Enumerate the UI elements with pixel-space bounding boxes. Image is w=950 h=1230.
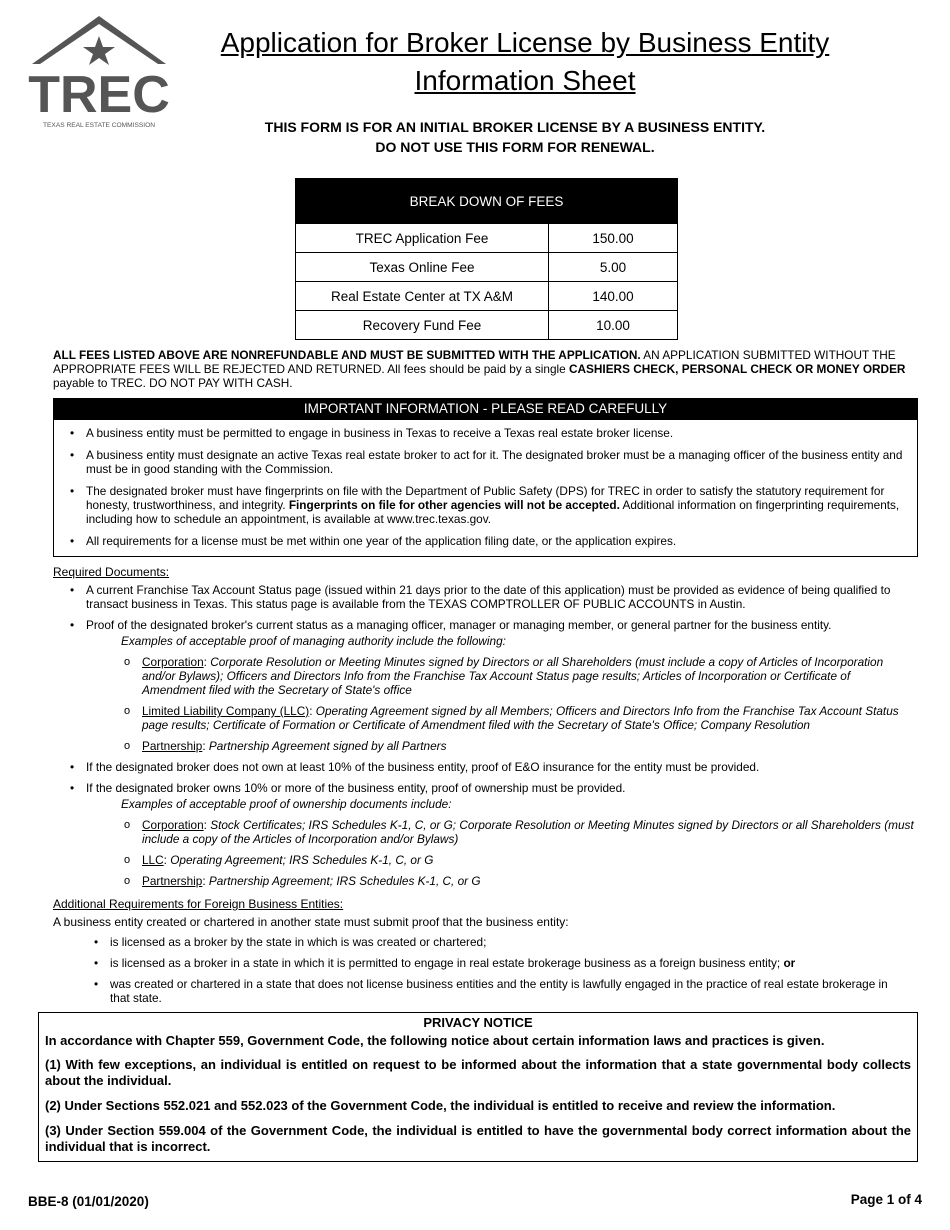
examples-label: Examples of acceptable proof of ownership documents include: (121, 797, 452, 811)
list-item: • is licensed as a broker in a state in which it is permitted to engage in real estate brokerage business as a foreign business entity; or (110, 956, 900, 970)
table-row: Recovery Fund Fee 10.00 (296, 311, 678, 340)
trec-logo (28, 14, 170, 132)
page-number: Page 1 of 4 (850, 1192, 922, 1207)
form-id: BBE-8 (01/01/2020) (28, 1194, 149, 1209)
table-row: TREC Application Fee 150.00 (296, 224, 678, 253)
fee-table (295, 178, 678, 340)
list-item: • is licensed as a broker by the state in which is was created or chartered; (110, 935, 900, 949)
privacy-heading: PRIVACY NOTICE (423, 1015, 533, 1030)
additional-requirements-heading: Additional Requirements for Foreign Business Entities: (53, 897, 344, 911)
privacy-paragraph: (1) With few exceptions, an individual is entitled on request to be informed about the information that a state governmental body collects about the individual. (45, 1057, 911, 1088)
list-item: o Corporation: Corporate Resolution or Meeting Minutes signed by Directors or all Shareholders (must include a copy of Articles of Incorporation and/or Bylaws); Officers and Directors Info from the Franchise Tax Account Status page results; Articles of Incorporation or Certificate of Amendment filed with the Secretary of State's office (142, 655, 916, 697)
table-row: Real Estate Center at TX A&M 140.00 (296, 282, 678, 311)
list-item: • All requirements for a license must be met within one year of the application filing date, or the application expires. (86, 534, 916, 548)
logo-text: TREC (28, 66, 170, 124)
privacy-paragraph: In accordance with Chapter 559, Government Code, the following notice about certain information laws and practices is given. (45, 1033, 825, 1048)
list-item: • A business entity must be permitted to engage in business in Texas to receive a Texas real estate broker license. (86, 426, 916, 440)
additional-requirements-intro: A business entity created or chartered in another state must submit proof that the business entity: (53, 915, 569, 929)
privacy-paragraph: (3) Under Section 559.004 of the Government Code, the individual is entitled to have the governmental body correct information about the individual that is incorrect. (45, 1123, 911, 1154)
required-documents-list (86, 583, 916, 888)
privacy-paragraph: (2) Under Sections 552.021 and 552.023 of the Government Code, the individual is entitled to receive and review the information. (45, 1098, 836, 1113)
examples-label: Examples of acceptable proof of managing authority include the following: (121, 634, 506, 648)
list-item: • If the designated broker does not own at least 10% of the business entity, proof of E&O insurance for the entity must be provided. (86, 760, 916, 774)
fee-table-header: BREAK DOWN OF FEES (296, 179, 678, 224)
list-item: o Limited Liability Company (LLC): Operating Agreement signed by all Members; Officers and Directors Info from the Franchise Tax Account Status page results; Certificate of Formation or Certificate of Amendment filed with the Secretary of State's Office; Company Resolution (142, 704, 916, 732)
form-notice: THIS FORM IS FOR AN INITIAL BROKER LICENSE BY A BUSINESS ENTITY. DO NOT USE THIS FORM FOR RENEWAL. (264, 119, 766, 155)
additional-requirements-list (110, 935, 900, 1012)
list-item: • If the designated broker owns 10% or more of the business entity, proof of ownership must be provided. (86, 781, 916, 795)
list-item: • Proof of the designated broker's current status as a managing officer, manager or managing member, or general partner for the business entity. (86, 618, 916, 632)
list-item: • A current Franchise Tax Account Status page (issued within 21 days prior to the date of this application) must be provided as evidence of being qualified to transact business in Texas. This status page is available from the TEXAS COMPTROLLER OF PUBLIC ACCOUNTS in Austin. (86, 583, 916, 611)
fee-instructions: ALL FEES LISTED ABOVE ARE NONREFUNDABLE AND MUST BE SUBMITTED WITH THE APPLICATION. AN APPLICATION SUBMITTED WITHOUT THE APPROPRIATE FEES WILL BE REJECTED AND RETURNED. All fees should be paid by a single CASHIERS CHECK, PERSONAL CHECK OR MONEY ORDER payable to TREC. DO NOT PAY WITH CASH. (53, 348, 906, 390)
important-info-list (86, 426, 916, 556)
list-item: o Partnership: Partnership Agreement signed by all Partners (142, 739, 916, 753)
logo-subtitle: TEXAS REAL ESTATE COMMISSION (43, 122, 155, 129)
list-item: o LLC: Operating Agreement; IRS Schedules K-1, C, or G (142, 853, 916, 867)
list-item: o Partnership: Partnership Agreement; IRS Schedules K-1, C, or G (142, 874, 916, 888)
list-item: • A business entity must designate an active Texas real estate broker to act for it. The designated broker must be a managing officer of the business entity and must be in good standing with the Commission. (86, 448, 916, 476)
list-item: o Corporation: Stock Certificates; IRS Schedules K-1, C, or G; Corporate Resolution or Meeting Minutes signed by Directors or all Shareholders (must include a copy of the Articles of Incorporation and/or Bylaws) (142, 818, 916, 846)
list-item: • was created or chartered in a state that does not license business entities and the entity is lawfully engaged in the practice of real estate brokerage in that state. (110, 977, 900, 1005)
page-title: Application for Broker License by Business Entity Information Sheet (220, 27, 830, 96)
table-row: Texas Online Fee 5.00 (296, 253, 678, 282)
list-item: • The designated broker must have fingerprints on file with the Department of Public Safety (DPS) for TREC in order to satisfy the statutory requirement for honesty, trustworthiness, and integrity. Fingerprints on file for other agencies will not be accepted. Additional information on fingerprinting requirements, including how to schedule an appointment, is available at www.trec.texas.gov. (86, 484, 916, 526)
privacy-notice (38, 1012, 918, 1162)
required-documents-heading: Required Documents: (53, 565, 170, 579)
important-info-header: IMPORTANT INFORMATION - PLEASE READ CAREFULLY (53, 398, 918, 420)
